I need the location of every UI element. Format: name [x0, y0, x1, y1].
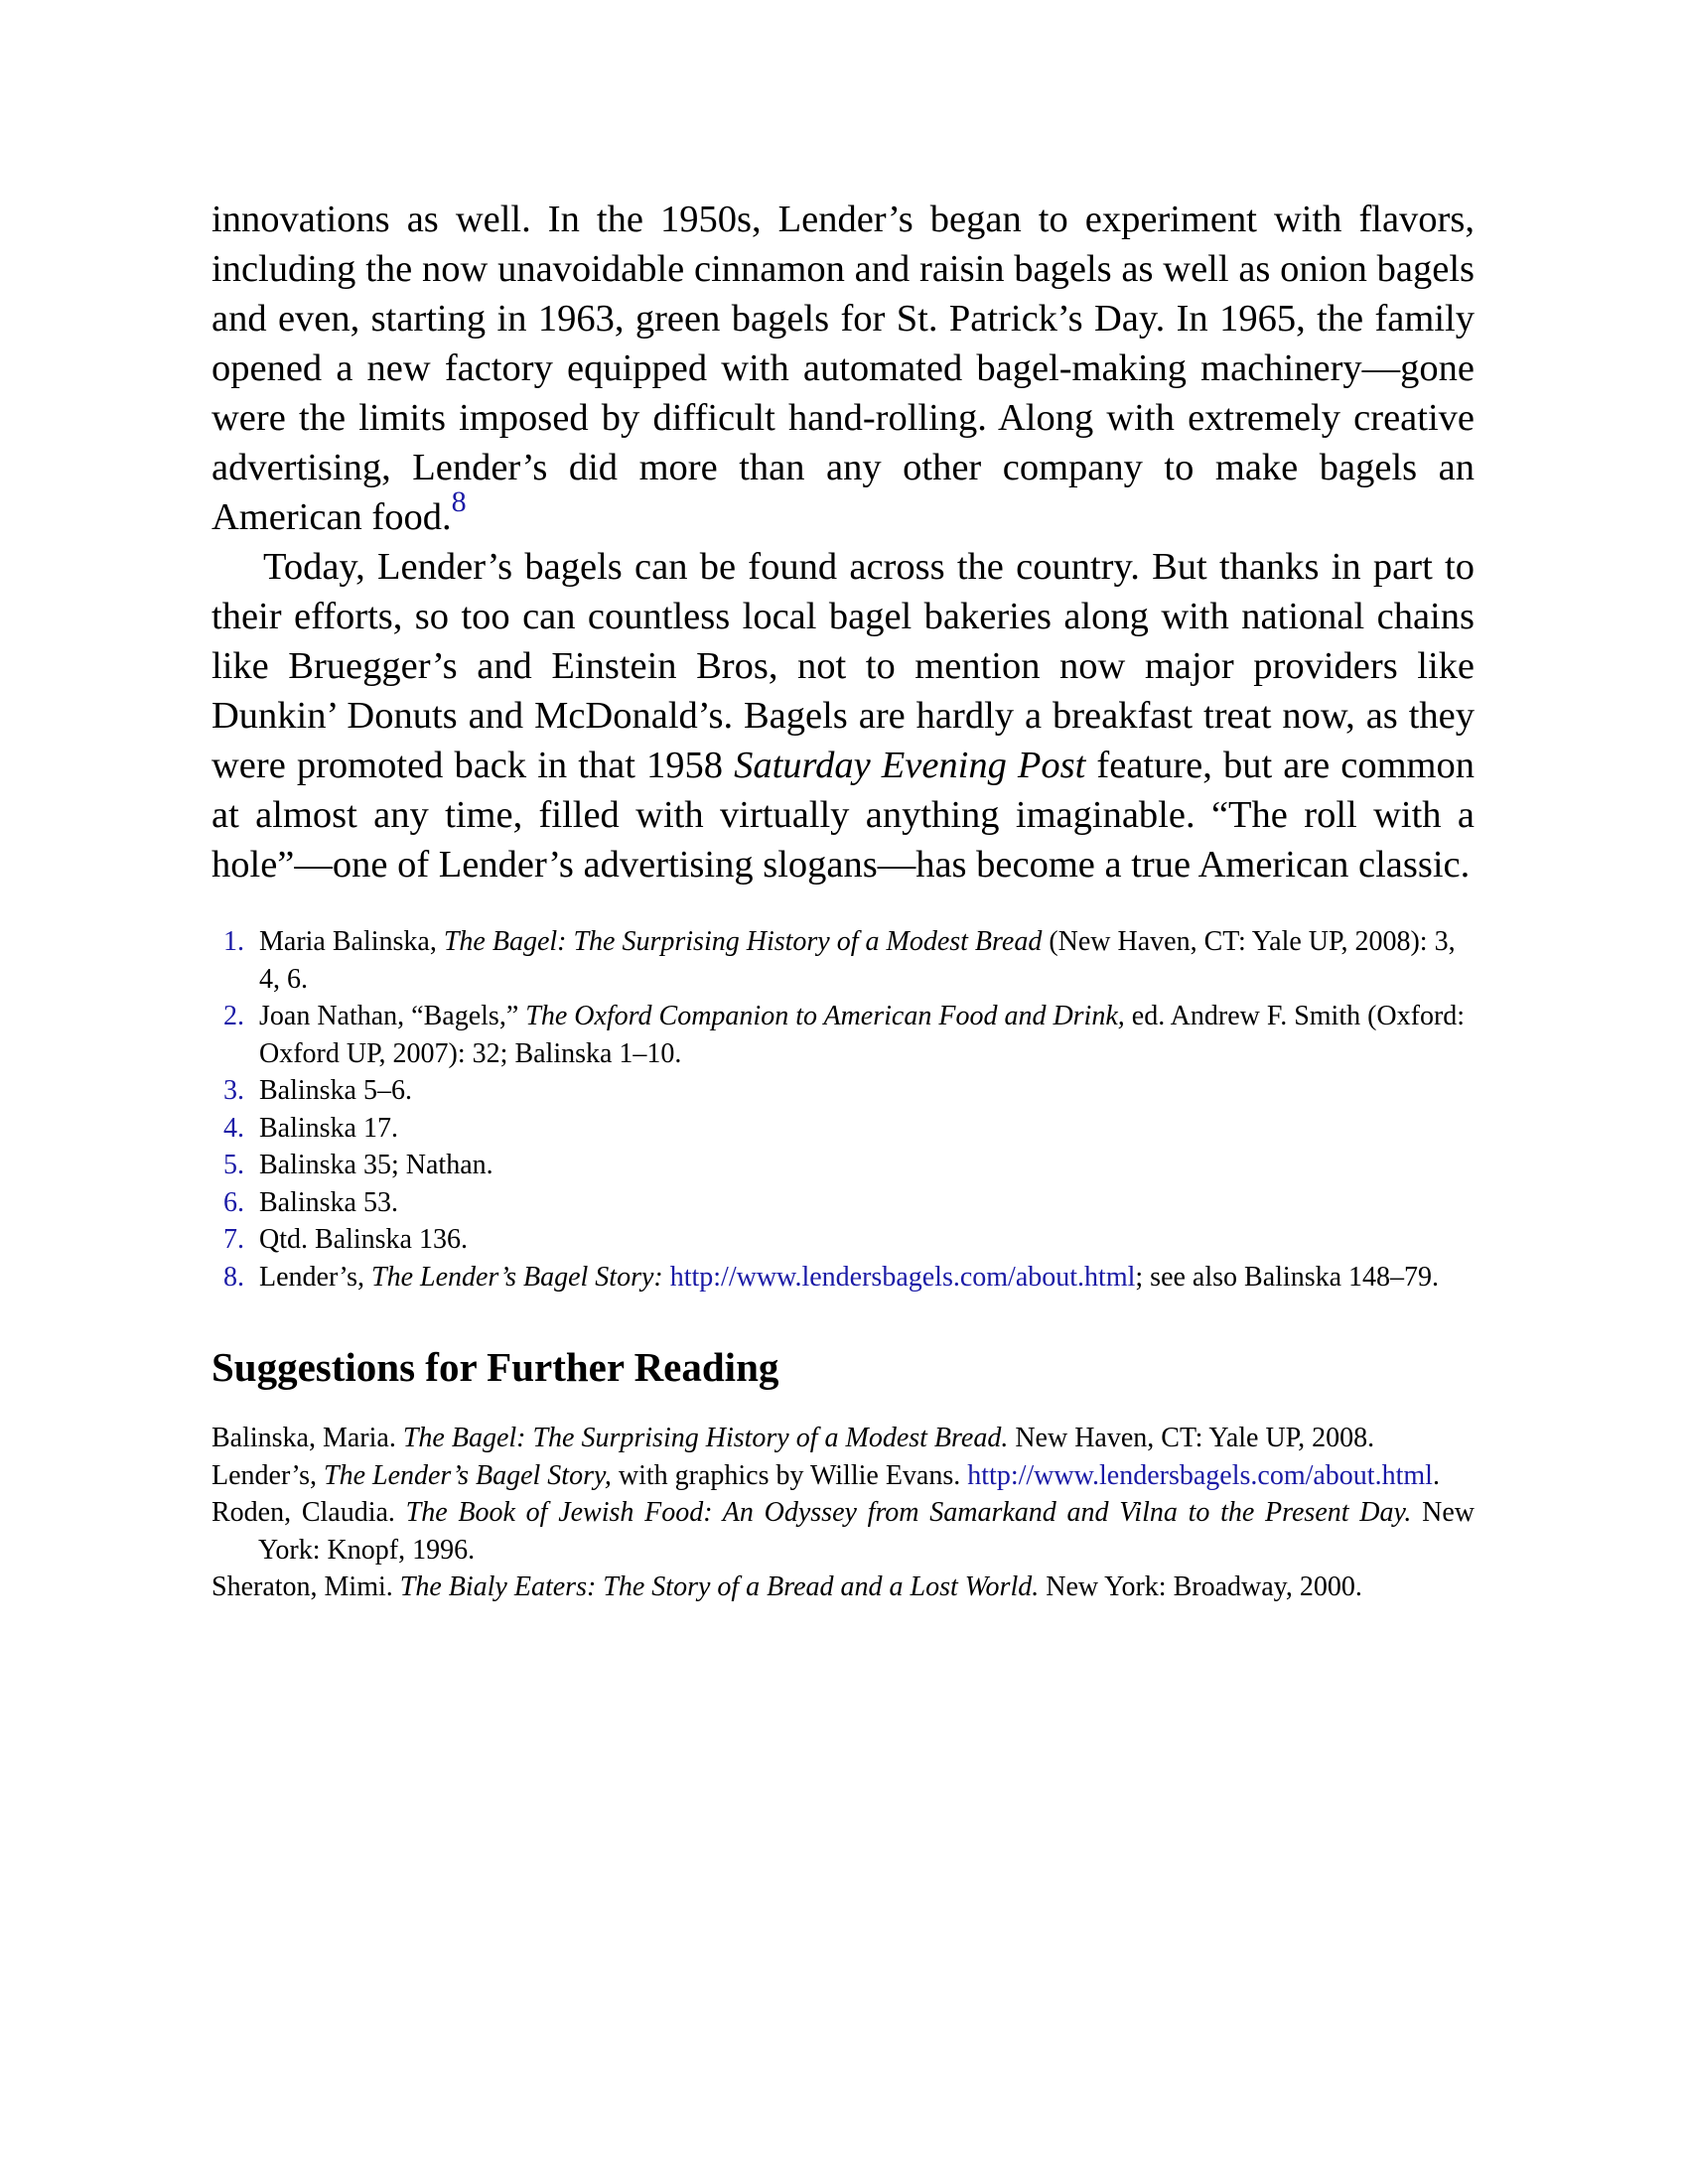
body-paragraph-2: [211, 542, 1475, 889]
endnote-number[interactable]: 3.: [223, 1075, 244, 1106]
note-text: Balinska 5–6.: [259, 1075, 412, 1106]
ref-text: Sheraton, Mimi.: [211, 1571, 400, 1602]
page-content: [211, 195, 1475, 1606]
endnote-number[interactable]: 2.: [223, 1001, 244, 1031]
note-title: The Oxford Companion to American Food and Drink,: [525, 1001, 1125, 1031]
endnote-1: [211, 923, 1475, 998]
ref-text: Roden, Claudia.: [211, 1497, 406, 1528]
ref-text: Balinska, Maria.: [211, 1423, 403, 1453]
endnote-number[interactable]: 7.: [223, 1224, 244, 1255]
note-text: Lender’s,: [259, 1261, 371, 1293]
note-text: Joan Nathan, “Bagels,”: [259, 1001, 526, 1031]
ref-text: with graphics by Willie Evans.: [611, 1459, 968, 1491]
note-text: ed. Andrew F. Smith (Oxford: Oxford UP, 2007): 32; Balinska 1–10.: [259, 1001, 1466, 1069]
endnote-6: [211, 1184, 1475, 1222]
note-text: (New Haven, CT: Yale UP, 2008): 3, 4, 6.: [259, 926, 1456, 995]
reference-balinska: [211, 1420, 1475, 1457]
endnote-3: [211, 1072, 1475, 1110]
endnote-number[interactable]: 4.: [223, 1112, 244, 1144]
note-text: Balinska 35; Nathan.: [259, 1150, 493, 1180]
note-text: Qtd. Balinska 136.: [259, 1224, 468, 1255]
ref-text: .: [1432, 1459, 1440, 1491]
publication-title: Saturday Evening Post: [734, 745, 1086, 786]
reference-roden: [211, 1494, 1475, 1569]
lenders-url-link[interactable]: http://www.lendersbagels.com/about.html: [967, 1459, 1433, 1491]
ref-title: The Bialy Eaters: The Story of a Bread and a Lost World.: [399, 1571, 1040, 1602]
further-reading-heading: Suggestions for Further Reading: [211, 1344, 779, 1390]
reference-sheraton: [211, 1569, 1475, 1606]
note-text: Balinska 53.: [259, 1186, 398, 1218]
endnote-2: [211, 998, 1475, 1072]
ref-text: New York: Broadway, 2000.: [1039, 1571, 1362, 1602]
ref-title: The Bagel: The Surprising History of a Modest Bread.: [402, 1423, 1009, 1453]
endnote-8: [211, 1259, 1475, 1297]
note-text: Maria Balinska,: [259, 926, 444, 957]
paragraph-text: feature, but are common at almost any time, filled with virtually anything imaginable. “The roll with a hole”—one of Lender’s advertising slogans—has become a true American classic.: [211, 745, 1475, 886]
endnotes-list: [211, 923, 1475, 1296]
endnote-number[interactable]: 1.: [223, 926, 244, 957]
reference-lenders: [211, 1457, 1475, 1495]
note-title: The Lender’s Bagel Story:: [371, 1261, 663, 1293]
endnote-7: [211, 1221, 1475, 1259]
endnote-number[interactable]: 6.: [223, 1186, 244, 1218]
ref-text: Lender’s,: [211, 1459, 324, 1491]
ref-text: New Haven, CT: Yale UP, 2008.: [1008, 1423, 1375, 1453]
note-text: Balinska 17.: [259, 1112, 398, 1144]
paragraph-text: Today, Lender’s bagels can be found across the country. But thanks in part to their efforts, so too can countless local bagel bakeries along with national chains like Bruegger’s and Einstein Bros, not to mention now major providers like Dunkin’ Donuts and McDonald’s. Bagels are hardly a breakfast treat now, as they were promoted back in that 1958: [211, 546, 1475, 786]
endnote-4: [211, 1110, 1475, 1148]
lenders-url-link[interactable]: http://www.lendersbagels.com/about.html: [669, 1261, 1136, 1293]
further-reading-list: [211, 1420, 1475, 1606]
body-paragraph-1: [211, 195, 1475, 542]
endnote-5: [211, 1147, 1475, 1184]
ref-title: The Book of Jewish Food: An Odyssey from Samarkand and Vilna to the Present Day.: [405, 1497, 1412, 1528]
endnote-number[interactable]: 5.: [223, 1150, 244, 1180]
ref-title: The Lender’s Bagel Story,: [324, 1459, 612, 1491]
endnote-number[interactable]: 8.: [223, 1261, 244, 1293]
note-title: The Bagel: The Surprising History of a Modest Bread: [443, 926, 1043, 957]
ref-text: New York: Knopf, 1996.: [258, 1497, 1475, 1566]
paragraph-text: innovations as well. In the 1950s, Lender’s began to experiment with flavors, including the now unavoidable cinnamon and raisin bagels as well as onion bagels and even, starting in 1963, green bagels for St. Patrick’s Day. In 1965, the family opened a new factory equipped with automated bagel-making machinery—gone were the limits imposed by difficult hand-rolling. Along with extremely creative advertising, Lender’s did more than any other company to make bagels an American food.: [211, 199, 1475, 538]
footnote-reference-8[interactable]: 8: [451, 485, 467, 518]
note-text: ; see also Balinska 148–79.: [1135, 1261, 1440, 1293]
